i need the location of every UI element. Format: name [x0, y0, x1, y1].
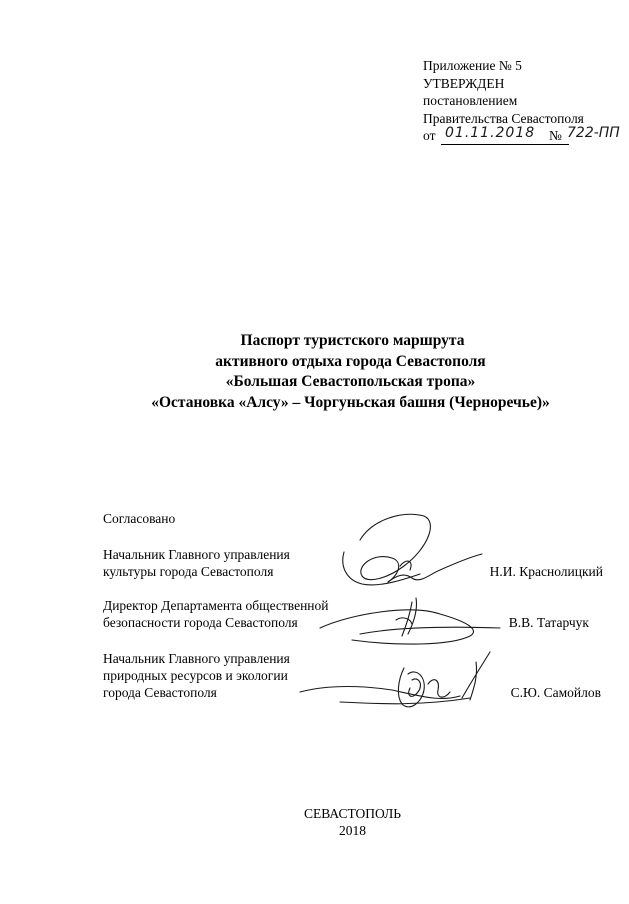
title-line-4: «Остановка «Алсу» – Чоргуньская башня (Черноречье)»: [151, 393, 550, 411]
position-line: Директор Департамента общественной: [103, 598, 329, 613]
signatory-block: [103, 650, 603, 701]
position-line: Начальник Главного управления: [103, 651, 290, 666]
position-line: природных ресурсов и экологии: [103, 668, 288, 683]
resolution-text: постановлением: [423, 93, 518, 108]
resolution-date-row: [423, 127, 623, 145]
title-line-2: активного отдыха города Севастополя: [215, 352, 486, 370]
position-line: города Севастополя: [103, 685, 217, 700]
title-line-3: «Большая Севастопольская тропа»: [225, 373, 476, 390]
document-year: 2018: [339, 823, 366, 838]
document-footer: [0, 805, 629, 839]
signatory-name: С.Ю. Самойлов: [510, 685, 601, 700]
agreed-header: Согласовано: [103, 511, 176, 526]
city-name: СЕВАСТОПОЛЬ: [303, 806, 402, 821]
signatory-block: [103, 546, 603, 580]
appendix-number: Приложение № 5: [423, 58, 522, 73]
signatory-name: Н.И. Краснолицкий: [489, 564, 603, 579]
signatory-name: В.В. Татарчук: [508, 615, 589, 630]
from-label: от: [423, 128, 436, 143]
position-line: культуры города Севастополя: [103, 564, 274, 579]
handwritten-number: 722-ПП: [567, 125, 620, 141]
government-text: Правительства Севастополя: [423, 110, 584, 126]
signatory-block: [103, 597, 603, 631]
title-line-1: Паспорт туристского маршрута: [240, 332, 465, 349]
position-line: Начальник Главного управления: [103, 547, 290, 562]
number-label: №: [549, 128, 562, 143]
approval-stamp-block: [423, 57, 623, 145]
position-line: безопасности города Севастополя: [103, 615, 298, 630]
approved-heading: УТВЕРЖДЕН: [423, 75, 505, 91]
handwritten-date: 01.11.2018: [445, 125, 536, 141]
document-title: [0, 331, 629, 413]
